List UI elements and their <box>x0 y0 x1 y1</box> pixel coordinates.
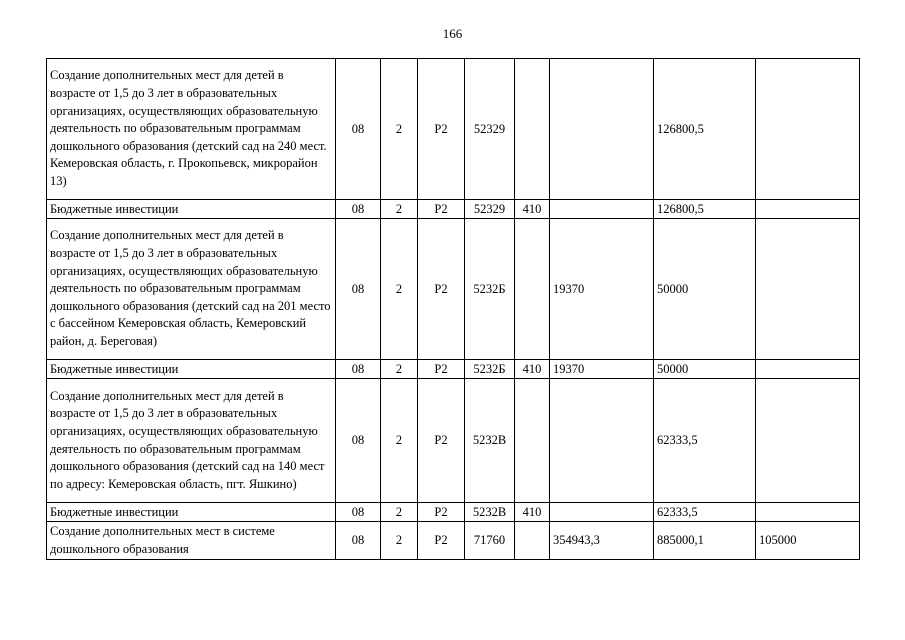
subsection-code: 2 <box>381 503 418 522</box>
direction-code: 52329 <box>465 200 515 219</box>
direction-code: 71760 <box>465 522 515 560</box>
amount-1: 354943,3 <box>550 522 654 560</box>
program-code: Р2 <box>418 200 465 219</box>
section-code: 08 <box>336 379 381 503</box>
amount-3 <box>756 379 860 503</box>
amount-3 <box>756 59 860 200</box>
expense-type-code <box>515 522 550 560</box>
section-code: 08 <box>336 503 381 522</box>
expense-type-code <box>515 59 550 200</box>
table-row <box>47 522 860 560</box>
table-row <box>47 219 860 360</box>
amount-1 <box>550 59 654 200</box>
row-name: Создание дополнительных мест для детей в возрасте от 1,5 до 3 лет в образовательных организациях, осуществляющих образовательную деятельность по образовательным программам дошкольного образования (детский сад на 201 место с бассейном Кемеровская область, Кемеровский район, д. Береговая) <box>47 219 336 360</box>
expense-type-code: 410 <box>515 503 550 522</box>
section-code: 08 <box>336 200 381 219</box>
amount-1 <box>550 503 654 522</box>
program-code: Р2 <box>418 503 465 522</box>
table-row <box>47 503 860 522</box>
program-code: Р2 <box>418 360 465 379</box>
amount-2: 50000 <box>654 219 756 360</box>
subsection-code: 2 <box>381 522 418 560</box>
program-code: Р2 <box>418 379 465 503</box>
table-row <box>47 59 860 200</box>
amount-3 <box>756 360 860 379</box>
direction-code: 5232В <box>465 379 515 503</box>
expense-type-code <box>515 219 550 360</box>
row-name: Бюджетные инвестиции <box>47 200 336 219</box>
table-row <box>47 200 860 219</box>
table-row <box>47 379 860 503</box>
amount-2: 62333,5 <box>654 503 756 522</box>
program-code: Р2 <box>418 219 465 360</box>
amount-3: 105000 <box>756 522 860 560</box>
amount-2: 62333,5 <box>654 379 756 503</box>
amount-1: 19370 <box>550 219 654 360</box>
expense-type-code: 410 <box>515 200 550 219</box>
budget-table <box>46 58 860 560</box>
program-code: Р2 <box>418 59 465 200</box>
subsection-code: 2 <box>381 200 418 219</box>
section-code: 08 <box>336 522 381 560</box>
section-code: 08 <box>336 360 381 379</box>
expense-type-code <box>515 379 550 503</box>
section-code: 08 <box>336 59 381 200</box>
amount-3 <box>756 503 860 522</box>
direction-code: 5232Б <box>465 219 515 360</box>
amount-1: 19370 <box>550 360 654 379</box>
direction-code: 5232Б <box>465 360 515 379</box>
amount-3 <box>756 219 860 360</box>
row-name: Создание дополнительных мест в системе дошкольного образования <box>47 522 336 560</box>
amount-2: 126800,5 <box>654 200 756 219</box>
direction-code: 5232В <box>465 503 515 522</box>
row-name: Бюджетные инвестиции <box>47 360 336 379</box>
subsection-code: 2 <box>381 59 418 200</box>
amount-2: 885000,1 <box>654 522 756 560</box>
page-number: 166 <box>442 26 463 41</box>
program-code: Р2 <box>418 522 465 560</box>
table-row <box>47 360 860 379</box>
amount-3 <box>756 200 860 219</box>
row-name: Бюджетные инвестиции <box>47 503 336 522</box>
amount-2: 50000 <box>654 360 756 379</box>
section-code: 08 <box>336 219 381 360</box>
amount-1 <box>550 379 654 503</box>
row-name: Создание дополнительных мест для детей в возрасте от 1,5 до 3 лет в образовательных организациях, осуществляющих образовательную деятельность по образовательным программам дошкольного образования (детский сад на 140 мест по адресу: Кемеровская область, пгт. Яшкино) <box>47 379 336 503</box>
expense-type-code: 410 <box>515 360 550 379</box>
direction-code: 52329 <box>465 59 515 200</box>
row-name: Создание дополнительных мест для детей в возрасте от 1,5 до 3 лет в образовательных организациях, осуществляющих образовательную деятельность по образовательным программам дошкольного образования (детский сад на 240 мест. Кемеровская область, г. Прокопьевск, микрорайон 13) <box>47 59 336 200</box>
amount-2: 126800,5 <box>654 59 756 200</box>
subsection-code: 2 <box>381 360 418 379</box>
subsection-code: 2 <box>381 219 418 360</box>
amount-1 <box>550 200 654 219</box>
subsection-code: 2 <box>381 379 418 503</box>
